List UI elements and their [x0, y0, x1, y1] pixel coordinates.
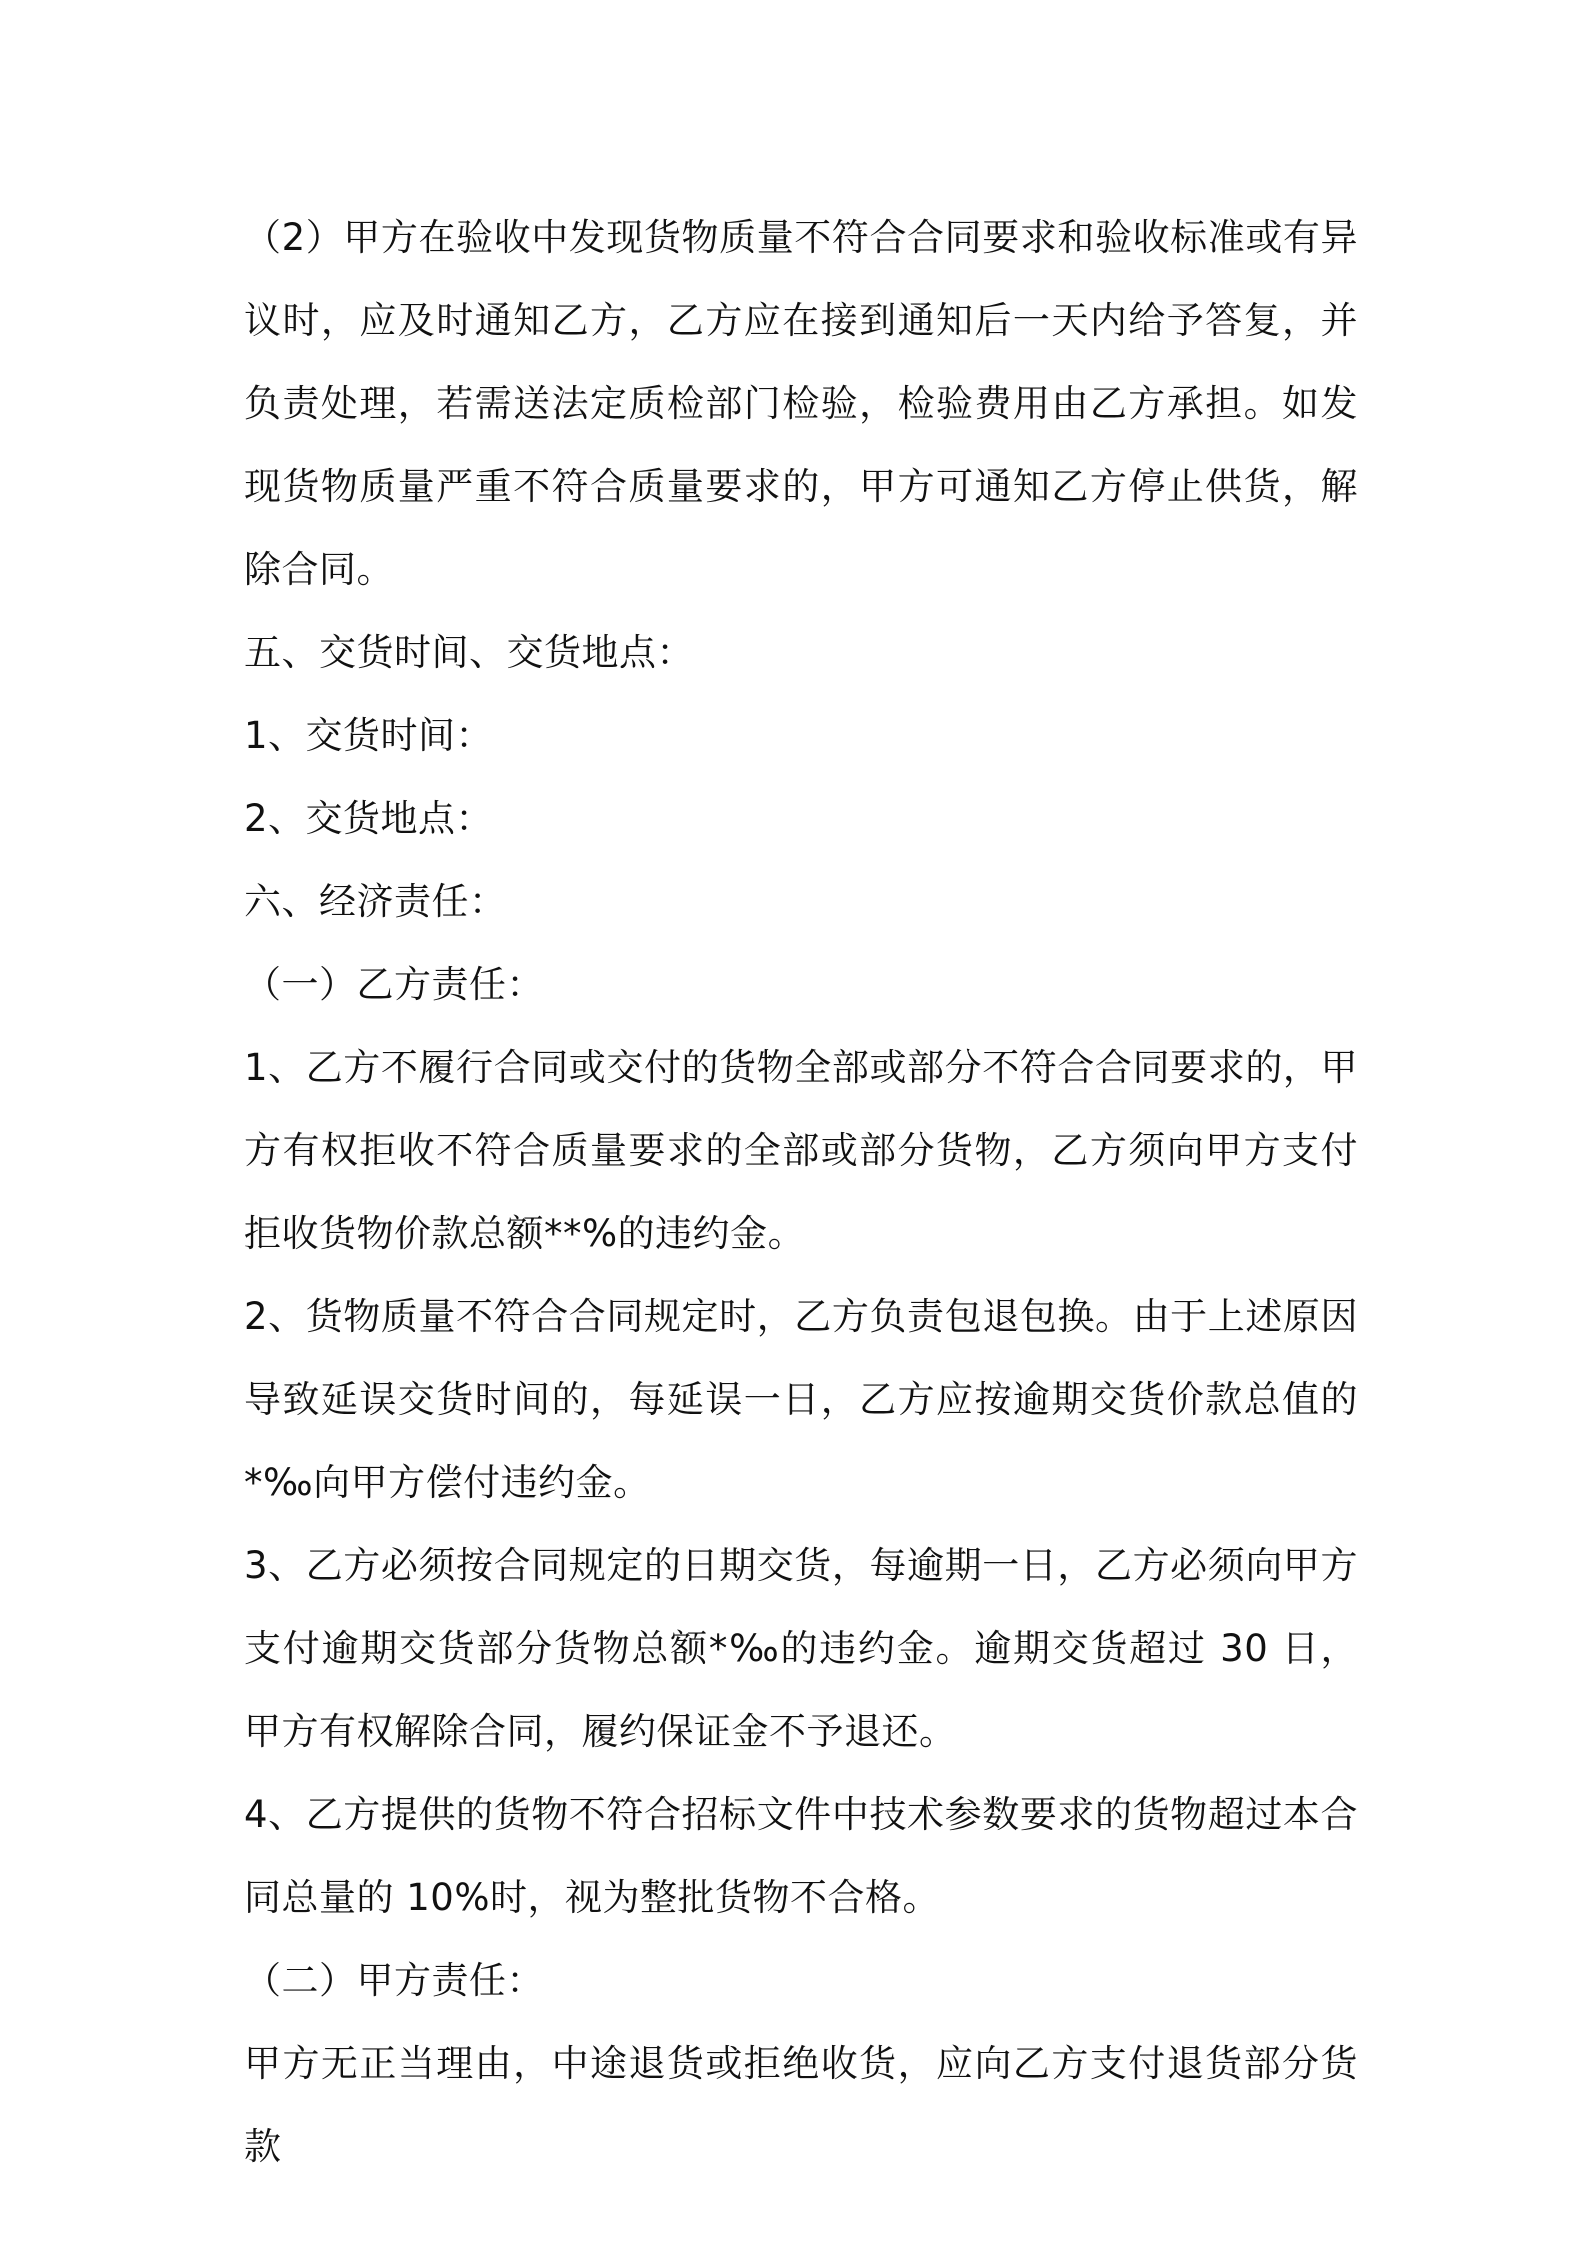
item-delivery-time: 1、交货时间： [244, 714, 494, 757]
subheading-party-b-responsibility: （一）乙方责任： [244, 963, 544, 1006]
heading-economic-responsibility: 六、经济责任： [244, 880, 507, 923]
clause-b-3: 3、乙方必须按合同规定的日期交货，每逾期一日，乙方必须向甲方支付逾期交货部分货物总额*‰的违约金。逾期交货超过 30 日，甲方有权解除合同，履约保证金不予退还。 [244, 1544, 1358, 1753]
item-delivery-place: 2、交货地点： [244, 797, 494, 840]
heading-delivery-time-place: 五、交货时间、交货地点： [244, 631, 694, 674]
document-body [244, 196, 1358, 2188]
subheading-party-a-responsibility: （二）甲方责任： [244, 1959, 544, 2002]
clause-b-2: 2、货物质量不符合合同规定时，乙方负责包退包换。由于上述原因导致延误交货时间的，每延误一日，乙方应按逾期交货价款总值的*‰向甲方偿付违约金。 [244, 1295, 1358, 1504]
clause-b-4: 4、乙方提供的货物不符合招标文件中技术参数要求的货物超过本合同总量的 10%时，视为整批货物不合格。 [244, 1793, 1358, 1919]
clause-a-1: 甲方无正当理由，中途退货或拒绝收货，应向乙方支付退货部分货款 [244, 2042, 1358, 2168]
paragraph-quality-objection: （2）甲方在验收中发现货物质量不符合合同要求和验收标准或有异议时，应及时通知乙方，乙方应在接到通知后一天内给予答复，并负责处理，若需送法定质检部门检验，检验费用由乙方承担。如发现货物质量严重不符合质量要求的，甲方可通知乙方停止供货，解除合同。 [244, 216, 1358, 591]
clause-b-1: 1、乙方不履行合同或交付的货物全部或部分不符合合同要求的，甲方有权拒收不符合质量要求的全部或部分货物，乙方须向甲方支付拒收货物价款总额**%的违约金。 [244, 1046, 1358, 1255]
